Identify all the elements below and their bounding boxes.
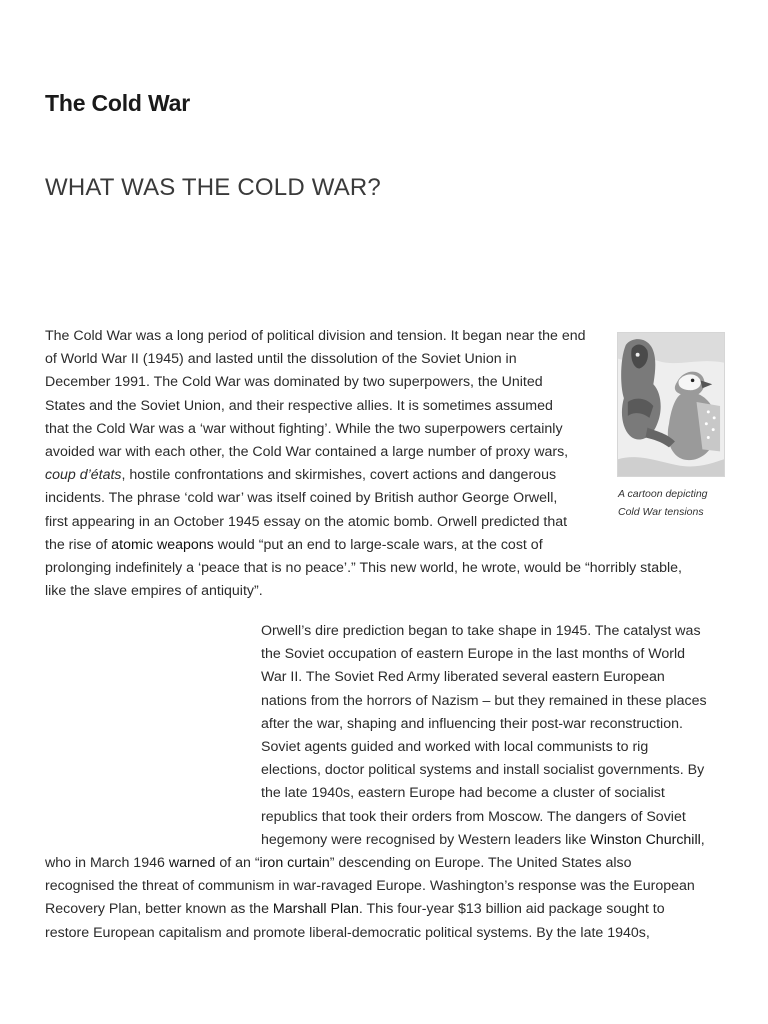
text-fragment: who in March 1946: [45, 855, 169, 871]
text-line: recognised the threat of communism in war-ravaged Europe. Washington’s response was the European: [45, 878, 695, 895]
text-fragment: hegemony were recognised by Western leaders like: [261, 831, 591, 848]
page-heading: WHAT WAS THE COLD WAR?: [45, 174, 381, 201]
text-line: Orwell’s dire prediction began to take shape in 1945. The catalyst was: [261, 623, 701, 639]
caption-line: Cold War tensions: [618, 506, 704, 518]
text-line: incidents. The phrase ‘cold war’ was itself coined by British author George Orwell,: [45, 490, 558, 507]
text-fragment: , hostile confrontations and skirmishes, covert actions and dangerous: [121, 467, 557, 484]
text-line: The Cold War was a long period of political division and tension. It began near the end: [45, 328, 586, 344]
link-warned[interactable]: warned: [168, 855, 216, 871]
text-line: December 1991. The Cold War was dominated by two superpowers, the United: [45, 374, 543, 391]
text-line: that the Cold War was a ‘war without fighting’. While the two superpowers certainly: [45, 420, 563, 437]
text-line: [261, 829, 707, 852]
link-iron-curtain[interactable]: iron curtain: [259, 855, 330, 871]
text-fragment: the rise of: [45, 536, 112, 553]
article-paragraph-1: [45, 325, 682, 603]
text-line: States and the Soviet Union, and their respective allies. It is sometimes assumed: [45, 397, 553, 414]
article-paragraph-2: [261, 620, 707, 852]
text-fragment: of an “: [215, 855, 260, 871]
text-line: [45, 464, 682, 487]
text-line: the Soviet occupation of eastern Europe in the last months of World: [261, 646, 686, 663]
text-line: the late 1940s, eastern Europe had become a cluster of socialist: [261, 785, 665, 802]
text-line: republics that took their orders from Moscow. The dangers of Soviet: [261, 808, 686, 825]
text-line: [45, 852, 695, 875]
article-paragraph-3: [45, 852, 695, 945]
text-fragment: ,: [700, 831, 705, 848]
text-line: of World War II (1945) and lasted until the dissolution of the Soviet Union in: [45, 351, 517, 368]
link-marshall-plan[interactable]: Marshall Plan: [272, 901, 359, 918]
text-line: [45, 898, 695, 921]
text-line: nations from the horrors of Nazism – but they remained in these places: [261, 692, 707, 709]
text-fragment: Recovery Plan, better known as the: [45, 901, 273, 918]
site-title[interactable]: The Cold War: [45, 90, 190, 116]
caption-line: A cartoon depicting: [618, 488, 708, 500]
text-fragment: would “put an end to large-scale wars, at the cost of: [213, 536, 543, 553]
text-line: elections, doctor political systems and install socialist governments. By: [261, 762, 705, 779]
link-winston-churchill[interactable]: Winston Churchill: [590, 831, 701, 848]
text-fragment: ” descending on Europe. The United States also: [329, 855, 632, 871]
text-line: avoided war with each other, the Cold War contained a large number of proxy wars,: [45, 444, 569, 461]
text-line: prolonging indefinitely a ‘peace that is no peace’.” This new world, he wrote, would be “horribly stable,: [45, 560, 682, 577]
text-line: like the slave empires of antiquity”.: [45, 583, 263, 600]
text-fragment: . This four-year $13 billion aid package sought to: [358, 901, 665, 918]
text-line: War II. The Soviet Red Army liberated several eastern European: [261, 669, 665, 686]
link-atomic-weapons[interactable]: atomic weapons: [111, 536, 214, 553]
text-line: after the war, shaping and influencing their post-war reconstruction.: [261, 715, 683, 732]
text-line: [45, 534, 682, 557]
text-line: first appearing in an October 1945 essay on the atomic bomb. Orwell predicted that: [45, 513, 568, 530]
text-line: restore European capitalism and promote liberal-democratic political systems. By the late 1940s,: [45, 924, 650, 941]
text-line: Soviet agents guided and worked with local communists to rig: [261, 739, 649, 756]
italic-term: coup d’états: [45, 467, 122, 484]
